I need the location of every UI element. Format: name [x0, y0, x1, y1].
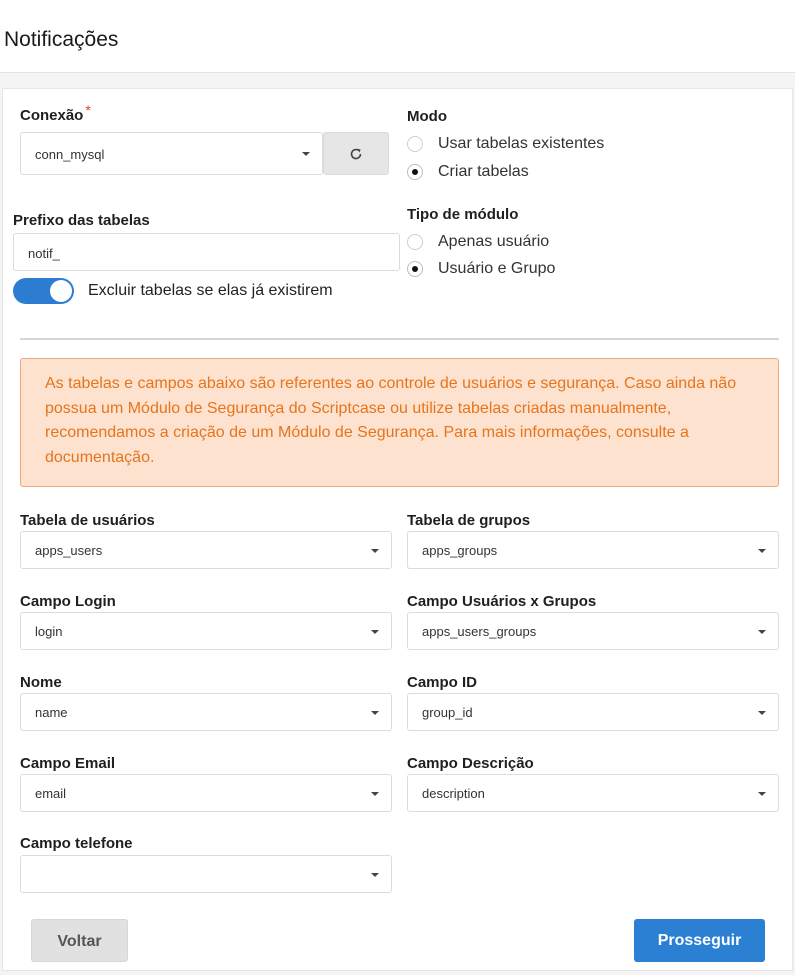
- name-field-label: Nome: [20, 674, 62, 691]
- page-header: [0, 0, 795, 73]
- connection-label: Conexão *: [20, 102, 91, 124]
- chevron-down-icon: [758, 630, 766, 634]
- toggle-knob: [50, 280, 72, 302]
- chevron-down-icon: [371, 792, 379, 796]
- users-table-select[interactable]: apps_users: [20, 531, 392, 569]
- module-type-label: Tipo de módulo: [407, 206, 519, 223]
- radio-unchecked-icon[interactable]: [407, 234, 423, 250]
- mode-label: Modo: [407, 108, 447, 125]
- group-id-field-label: Campo ID: [407, 674, 478, 691]
- refresh-button[interactable]: [323, 132, 389, 175]
- description-field-select[interactable]: description: [407, 774, 779, 812]
- chevron-down-icon: [371, 630, 379, 634]
- drop-tables-label: Excluir tabelas se elas já existirem: [88, 282, 333, 299]
- chevron-down-icon: [302, 152, 310, 156]
- back-button[interactable]: Voltar: [31, 919, 128, 962]
- info-alert: As tabelas e campos abaixo são referentes ao controle de usuários e segurança. Caso ainda não possua um Módulo de Segurança do Scriptcase ou utilize tabelas criadas manualmente, recomendamos a criação de um Módulo de Segurança. Para mais informações, consulte a documentação.: [20, 358, 779, 487]
- chevron-down-icon: [758, 792, 766, 796]
- chevron-down-icon: [758, 549, 766, 553]
- email-field-label: Campo Email: [20, 755, 116, 772]
- description-field-label: Campo Descrição: [407, 755, 534, 772]
- name-field-select[interactable]: name: [20, 693, 392, 731]
- radio-checked-icon[interactable]: [407, 164, 423, 180]
- proceed-button[interactable]: Prosseguir: [634, 919, 765, 962]
- email-field-select[interactable]: email: [20, 774, 392, 812]
- prefix-value: notif_: [28, 246, 60, 261]
- login-field-select[interactable]: login: [20, 612, 392, 650]
- drop-tables-toggle[interactable]: [13, 278, 74, 304]
- chevron-down-icon: [371, 711, 379, 715]
- phone-field-label: Campo telefone: [20, 835, 133, 852]
- phone-field-select[interactable]: [20, 855, 392, 893]
- page-title: Notificações: [4, 28, 119, 51]
- groups-table-select[interactable]: apps_groups: [407, 531, 779, 569]
- users-groups-field-select[interactable]: apps_users_groups: [407, 612, 779, 650]
- groups-table-label: Tabela de grupos: [407, 512, 531, 529]
- refresh-icon: [349, 147, 363, 161]
- prefix-input[interactable]: [13, 233, 400, 271]
- group-id-field-select[interactable]: group_id: [407, 693, 779, 731]
- chevron-down-icon: [371, 549, 379, 553]
- radio-unchecked-icon[interactable]: [407, 136, 423, 152]
- login-field-label: Campo Login: [20, 593, 116, 610]
- users-table-label: Tabela de usuários: [20, 512, 155, 529]
- required-mark: *: [85, 102, 91, 118]
- radio-checked-icon[interactable]: [407, 261, 423, 277]
- connection-value: conn_mysql: [35, 147, 105, 162]
- prefix-label: Prefixo das tabelas: [13, 212, 150, 229]
- section-divider: [20, 338, 779, 340]
- chevron-down-icon: [371, 873, 379, 877]
- chevron-down-icon: [758, 711, 766, 715]
- users-groups-field-label: Campo Usuários x Grupos: [407, 593, 597, 610]
- connection-select[interactable]: [20, 132, 323, 175]
